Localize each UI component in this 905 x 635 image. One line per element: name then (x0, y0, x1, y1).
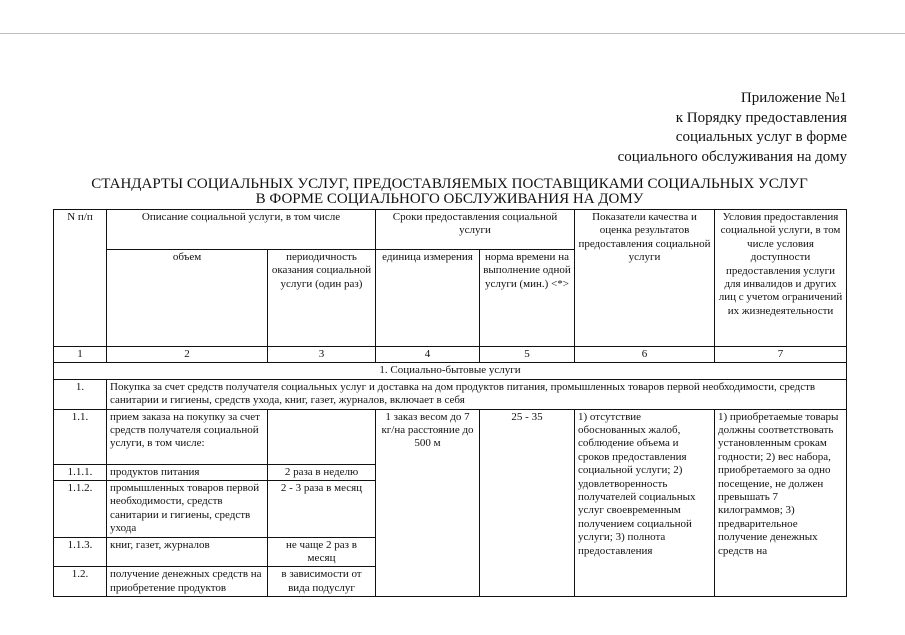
service-volume: книг, газет, журналов (107, 537, 268, 567)
service-volume: прием заказа на покупку за счет средств получателя социальной услуги, в том числе: (107, 409, 268, 464)
appendix-line: к Порядку предоставления (675, 109, 847, 126)
row-number: 1.1.2. (54, 481, 107, 538)
standards-table (53, 209, 847, 597)
service-volume: промышленных товаров первой необходимости, средств санитарии и гигиены, средств ухода (107, 481, 268, 538)
header-conditions: Условия предоставления социальной услуги, в том числе условия доступности предоставления услуги для инвалидов и других лиц с учетом ограничений их жизнедеятельности (715, 210, 847, 347)
item-description: Покупка за счет средств получателя социальных услуг и доставка на дом продуктов питания, промышленных товаров первой необходимости, средств санитарии и гигиены, средств ухода, книг, газет, журналов, включает в себя (107, 379, 847, 409)
unit-of-measure: 1 заказ весом до 7 кг/на расстояние до 500 м (376, 409, 480, 597)
service-periodicity: 2 раза в неделю (268, 464, 376, 480)
service-volume: продуктов питания (107, 464, 268, 480)
service-periodicity: 2 - 3 раза в месяц (268, 481, 376, 538)
appendix-line: Приложение №1 (740, 90, 847, 106)
time-norm: 25 - 35 (480, 409, 575, 597)
row-number: 1.1.1. (54, 464, 107, 480)
column-number-row (54, 347, 847, 363)
column-number: 1 (54, 347, 107, 363)
header-time-norm: норма времени на выполнение одной услуги (мин.) <*> (480, 250, 575, 347)
header-row-1 (54, 210, 847, 250)
service-periodicity (268, 409, 376, 464)
header-unit: единица измерения (376, 250, 480, 347)
section-row (54, 363, 847, 379)
appendix-line: социального обслуживания на дому (617, 148, 847, 165)
table-row (54, 379, 847, 409)
section-title: 1. Социально-бытовые услуги (54, 363, 847, 379)
document-title (53, 177, 846, 207)
document-title-line-2: В ФОРМЕ СОЦИАЛЬНОГО ОБСЛУЖИВАНИЯ НА ДОМУ (255, 191, 644, 207)
header-num: N п/п (54, 210, 107, 347)
header-periodicity: периодичность оказания социальной услуги (один раз) (268, 250, 376, 347)
table-row (54, 409, 847, 464)
service-periodicity: в зависимости от вида подуслуг (268, 567, 376, 597)
header-terms: Сроки предоставления социальной услуги (376, 210, 575, 250)
appendix-caption (618, 89, 847, 167)
header-volume: объем (107, 250, 268, 347)
appendix-line: социальных услуг в форме (675, 129, 847, 145)
quality-indicators: 1) отсутствие обоснованных жалоб, соблюдение объема и сроков предоставления социальной услуги; 2) удовлетворенность получателей социальных услуг своевременным получением социальной услуги; 3) полнота предоставления (575, 409, 715, 597)
service-periodicity: не чаще 2 раз в месяц (268, 537, 376, 567)
header-description: Описание социальной услуги, в том числе (107, 210, 376, 250)
row-number: 1. (54, 379, 107, 409)
column-number: 3 (268, 347, 376, 363)
row-number: 1.1.3. (54, 537, 107, 567)
column-number: 4 (376, 347, 480, 363)
top-divider-line (0, 33, 905, 34)
column-number: 5 (480, 347, 575, 363)
row-number: 1.2. (54, 567, 107, 597)
row-number: 1.1. (54, 409, 107, 464)
provision-conditions: 1) приобретаемые товары должны соответствовать установленным срокам годности; 2) вес набора, приобретаемого за одно посещение, не должен превышать 7 килограммов; 3) предварительное получение денежных средств на (715, 409, 847, 597)
document-title-line-1: СТАНДАРТЫ СОЦИАЛЬНЫХ УСЛУГ, ПРЕДОСТАВЛЯЕМЫХ ПОСТАВЩИКАМИ СОЦИАЛЬНЫХ УСЛУГ (91, 176, 808, 192)
header-quality: Показатели качества и оценка результатов предоставления социальной услуги (575, 210, 715, 347)
service-volume: получение денежных средств на приобретение продуктов (107, 567, 268, 597)
column-number: 6 (575, 347, 715, 363)
column-number: 2 (107, 347, 268, 363)
column-number: 7 (715, 347, 847, 363)
